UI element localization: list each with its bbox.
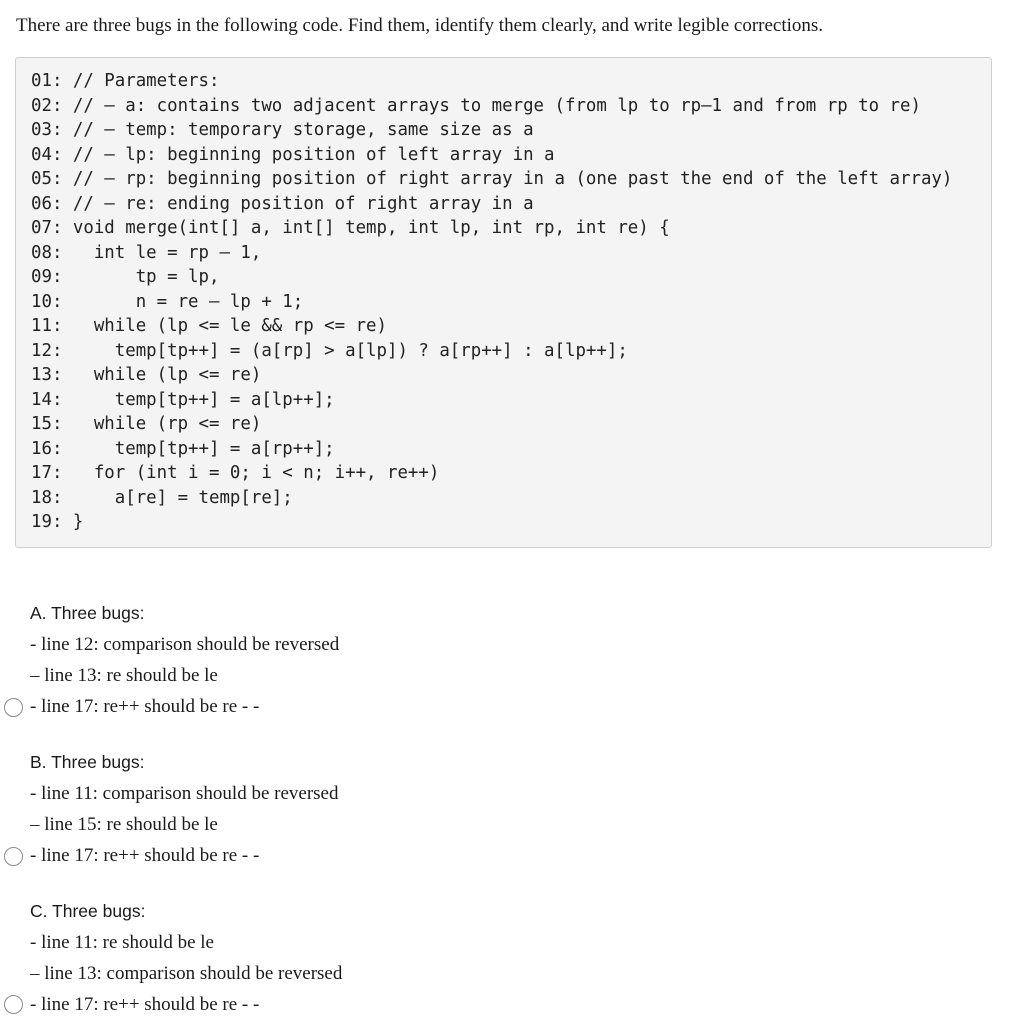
- code-line: 09: tp = lp,: [31, 267, 220, 287]
- answer-option-a: [30, 598, 339, 722]
- option-b-line: – line 15: re should be le: [30, 814, 218, 835]
- code-line: 15: while (rp <= re): [31, 414, 262, 434]
- code-line: 10: n = re – lp + 1;: [31, 291, 304, 312]
- option-b-line: - line 11: comparison should be reversed: [30, 783, 339, 804]
- option-b-radio[interactable]: [4, 847, 23, 866]
- code-line: 17: for (int i = 0; i < n; i++, re++): [31, 463, 440, 483]
- question-prompt: There are three bugs in the following code. Find them, identify them clearly, and write legible corrections.: [16, 15, 824, 36]
- code-line: 02: // – a: contains two adjacent arrays to merge (from lp to rp–1 and from rp to re): [31, 95, 921, 116]
- answer-option-b: [30, 747, 339, 871]
- option-a-line: - line 12: comparison should be reversed: [30, 634, 340, 655]
- option-a-line: - line 17: re++ should be re - -: [30, 696, 260, 717]
- option-c-line: – line 13: comparison should be reversed: [30, 963, 343, 984]
- option-b-title: B. Three bugs:: [30, 752, 145, 772]
- code-line: 12: temp[tp++] = (a[rp] > a[lp]) ? a[rp++] : a[lp++];: [31, 340, 628, 361]
- code-line: 06: // – re: ending position of right array in a: [31, 193, 534, 214]
- code-line: 19: }: [31, 512, 84, 532]
- code-line: 08: int le = rp – 1,: [31, 242, 262, 263]
- code-line: 11: while (lp <= le && rp <= re): [31, 316, 387, 336]
- code-line: 18: a[re] = temp[re];: [31, 487, 293, 508]
- code-block: [15, 57, 992, 548]
- code-line: 13: while (lp <= re): [31, 365, 262, 385]
- option-c-line: - line 17: re++ should be re - -: [30, 994, 260, 1015]
- option-c-line: - line 11: re should be le: [30, 932, 214, 953]
- code-line: 01: // Parameters:: [31, 71, 220, 91]
- option-b-line: - line 17: re++ should be re - -: [30, 845, 260, 866]
- code-line: 03: // – temp: temporary storage, same size as a: [31, 120, 534, 140]
- option-c-radio[interactable]: [4, 995, 23, 1014]
- code-line: 07: void merge(int[] a, int[] temp, int lp, int rp, int re) {: [31, 218, 670, 238]
- answer-option-c: [30, 896, 342, 1020]
- code-line: 16: temp[tp++] = a[rp++];: [31, 438, 335, 459]
- option-a-radio[interactable]: [4, 698, 23, 717]
- code-line: 14: temp[tp++] = a[lp++];: [31, 389, 335, 410]
- option-a-title: A. Three bugs:: [30, 603, 145, 623]
- option-a-line: – line 13: re should be le: [30, 665, 218, 686]
- code-line: 05: // – rp: beginning position of right array in a (one past the end of the left array): [31, 169, 953, 189]
- option-c-title: C. Three bugs:: [30, 901, 146, 921]
- code-line: 04: // – lp: beginning position of left array in a: [31, 144, 555, 165]
